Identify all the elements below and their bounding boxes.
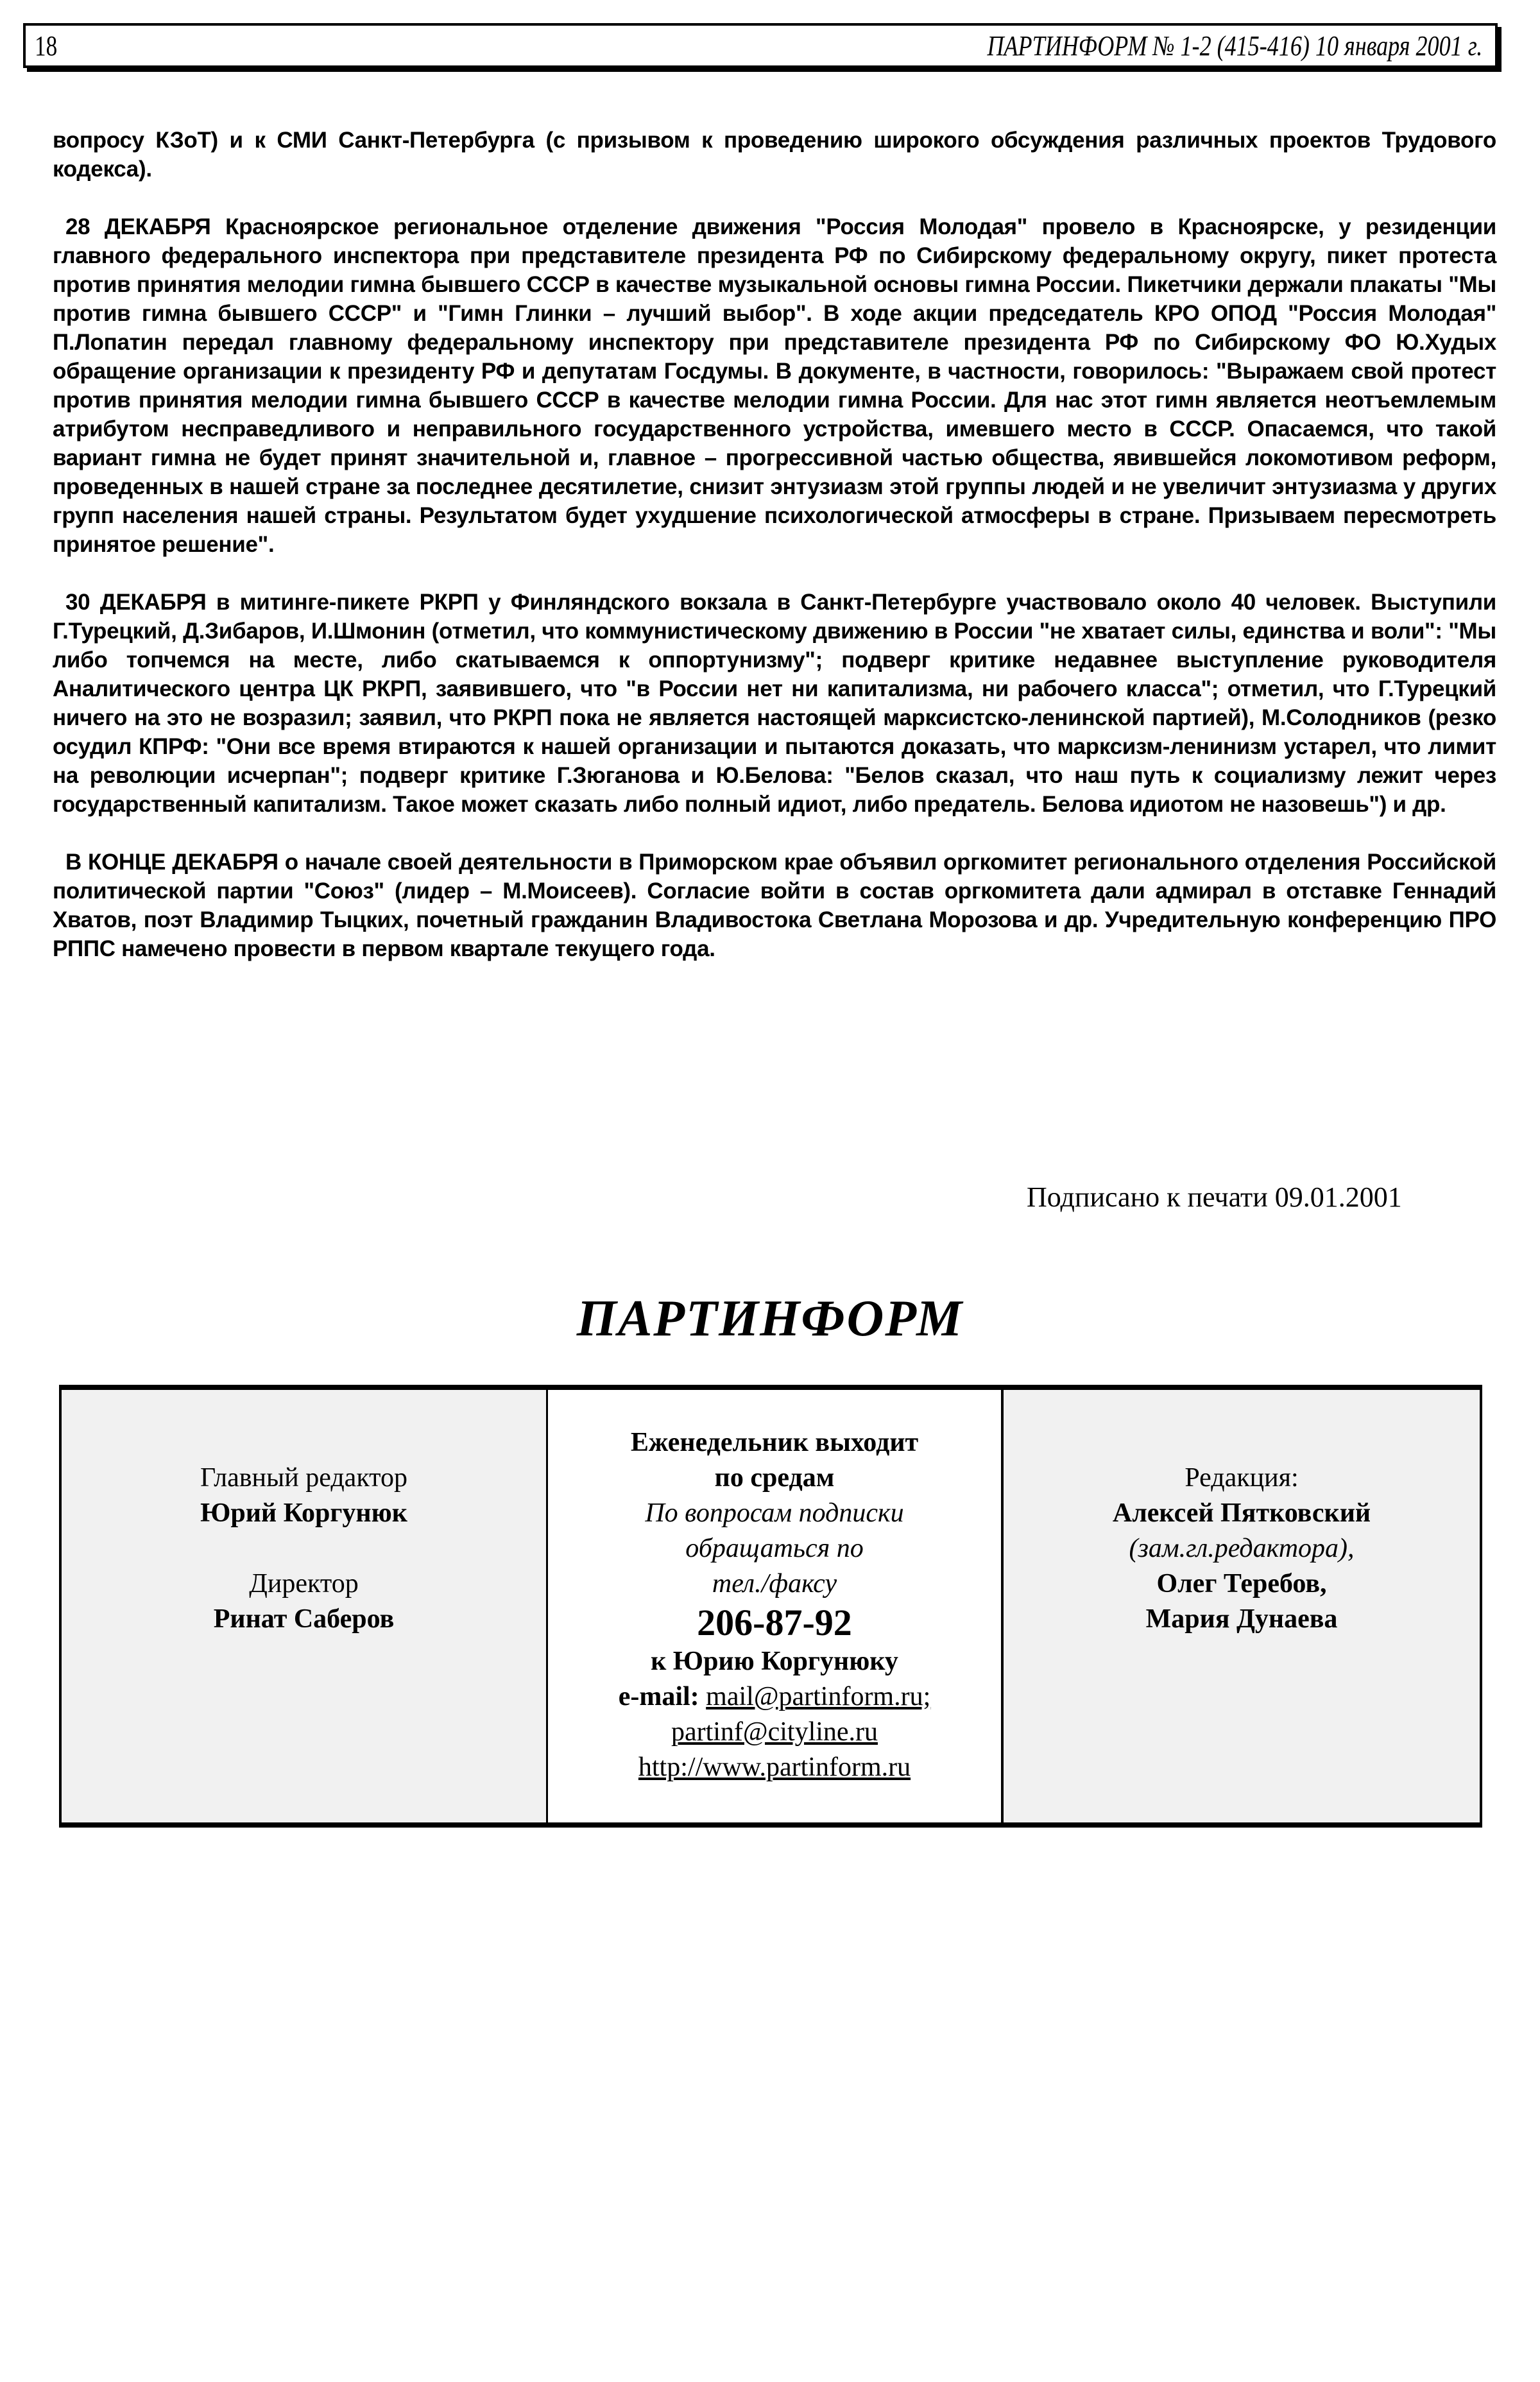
editorial-label: Редакция: <box>1185 1463 1299 1493</box>
editorial-name-2: Олег Теребов, <box>1156 1569 1327 1598</box>
editor-role: Главный редактор <box>200 1463 407 1493</box>
spacer <box>62 1531 546 1566</box>
schedule-line-1: Еженедельник выходит <box>630 1428 919 1457</box>
director-role: Директор <box>249 1569 359 1598</box>
editorial-name-1: Алексей Пятковский <box>1112 1498 1371 1528</box>
paragraph-text: вопросу КЗоТ) и к СМИ Санкт-Петербурга (с призывом к проведению широкого обсуждения различных проектов Трудового кодекса). <box>53 128 1496 182</box>
page-number: 18 <box>35 30 58 62</box>
email-row <box>548 1679 1001 1715</box>
signed-for-print: Подписано к печати 09.01.2001 <box>1027 1181 1402 1213</box>
article-paragraph-2 <box>53 588 1496 819</box>
page-header <box>23 23 1498 68</box>
masthead-cell-contacts <box>548 1390 1004 1822</box>
paragraph-date: 30 ДЕКАБРЯ <box>65 590 207 615</box>
masthead-title: ПАРТИНФОРМ <box>576 1290 964 1347</box>
editorial-name-1-role: (зам.гл.редактора), <box>1129 1534 1355 1563</box>
masthead-cell-editorial <box>1004 1390 1480 1822</box>
subscription-line-1: По вопросам подписки <box>645 1498 904 1528</box>
issue-title: ПАРТИНФОРМ № 1-2 (415-416) 10 января 2001 г. <box>987 30 1482 62</box>
editorial-name-3: Мария Дунаева <box>1145 1604 1338 1634</box>
email-label: e-mail: <box>618 1682 699 1711</box>
director-name: Ринат Саберов <box>213 1604 395 1634</box>
paragraph-date: В КОНЦЕ ДЕКАБРЯ <box>65 850 278 875</box>
contact-person: к Юрию Коргунюку <box>651 1647 898 1676</box>
subscription-line-2: обращаться по <box>685 1534 864 1563</box>
editor-name: Юрий Коргунюк <box>200 1498 407 1528</box>
email-link-1[interactable]: mail@partinform.ru; <box>706 1682 931 1711</box>
phone-number: 206-87-92 <box>697 1602 852 1643</box>
schedule-line-2: по средам <box>714 1463 835 1493</box>
masthead-table <box>59 1385 1482 1828</box>
article-paragraph-3 <box>53 848 1496 963</box>
website-link[interactable]: http://www.partinform.ru <box>638 1752 911 1782</box>
subscription-line-3: тел./факсу <box>712 1569 837 1598</box>
article-body <box>53 126 1496 992</box>
paragraph-date: 28 ДЕКАБРЯ <box>65 214 211 239</box>
email-link-2[interactable]: partinf@cityline.ru <box>671 1717 878 1747</box>
article-paragraph-0 <box>53 126 1496 184</box>
paragraph-text: в митинге-пикете РКРП у Финляндского вокзала в Санкт-Петербурге участвовало около 40 человек. Выступили Г.Турецкий, Д.Зибаров, И.Шмонин (отметил, что коммунистическому движению в России "не хватает силы, единства и воли": "Мы либо топчемся на месте, либо скатываемся к оппортунизму"; подверг критике недавнее выступление руководителя Аналитического центра ЦК РКРП, заявившего, что "в России нет ни капитализма, ни рабочего класса"; отметил, что Г.Турецкий ничего на это не возразил; заявил, что РКРП пока не является настоящей марксистско-ленинской партией), М.Солодников (резко осудил КПРФ: "Они все время втираются к нашей организации и пытаются доказать, что марксизм-ленинизм устарел, что лимит на революции исчерпан"; подверг критике Г.Зюганова и Ю.Белова: "Белов сказал, что наш путь к социализму лежит через государственный капитализм. Такое может сказать либо полный идиот, либо предатель. Белова идиотом не назовешь") и др. <box>53 590 1496 817</box>
paragraph-text: Красноярское региональное отделение движения "Россия Молодая" провело в Красноярске, у резиденции главного федерального инспектора при представителе президента РФ по Сибирскому федеральному округу, пикет протеста против принятия мелодии гимна бывшего СССР в качестве музыкальной основы гимна России. Пикетчики держали плакаты "Мы против гимна бывшего СССР" и "Гимн Глинки – лучший выбор". В ходе акции председатель КРО ОПОД "Россия Молодая" П.Лопатин передал главному федеральному инспектору при представителе президента РФ по Сибирскому ФО Ю.Худых обращение организации к президенту РФ и депутатам Госдумы. В документе, в частности, говорилось: "Выражаем свой протест против принятия мелодии гимна бывшего СССР в качестве мелодии гимна России. Для нас этот гимн является неотъемлемым атрибутом несправедливого и неправильного государственного устройства, имевшего место в СССР. Опасаемся, что такой вариант гимна не будет принят значительной и, главное – прогрессивной частью общества, явившейся локомотивом реформ, проведенных в нашей стране за последнее десятилетие, снизит энтузиазм этой группы людей и не увеличит энтузиазма у других групп населения нашей страны. Результатом будет ухудшение психологической атмосферы в стране. Призываем пересмотреть принятое решение". <box>53 214 1496 557</box>
article-paragraph-1 <box>53 212 1496 559</box>
paragraph-text: о начале своей деятельности в Приморском крае объявил оргкомитет регионального отделения Российской политической партии "Союз" (лидер – М.Моисеев). Согласие войти в состав оргкомитета дали адмирал в отставке Геннадий Хватов, поэт Владимир Тыцких, почетный гражданин Владивостока Светлана Морозова и др. Учредительную конференцию ПРО РППС намечено провести в первом квартале текущего года. <box>53 850 1496 961</box>
masthead-cell-staff <box>62 1390 548 1822</box>
